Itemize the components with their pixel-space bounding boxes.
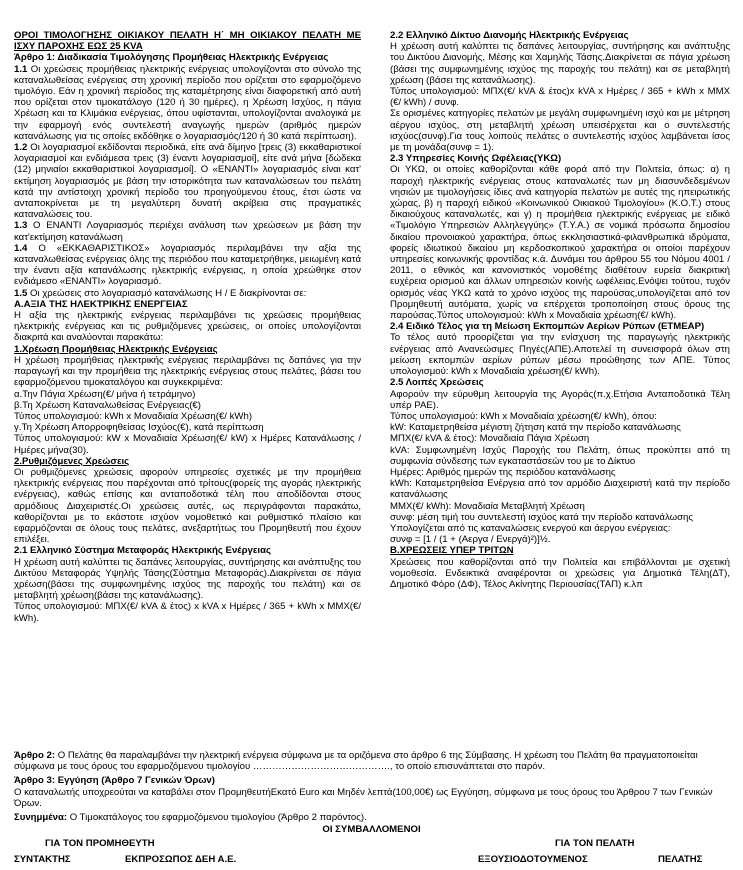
paragraph <box>14 433 361 455</box>
left-column <box>14 30 361 624</box>
article-2 <box>14 750 732 772</box>
paragraph <box>390 108 730 153</box>
article-3-heading: Άρθρο 3: Εγγύηση (Άρθρο 7 Γενικών Όρων) <box>14 775 215 786</box>
paragraph-text: Ο «ΕΚΚΑΘΑΡΙΣΤΙΚΟΣ» λογαριασμός περιλαμβάνει την αξία της καταναλωθείσας ενέργειας όλης της περιόδου που καταμετρήθηκε, μειωμένη κατά την έναντι αξία κατανάλωσης ηλεκτρικής ενέργειας, η οποία χρεώθηκε στον ενδιάμεσο «ΕΝΑΝΤΙ» λογαριασμό. <box>14 242 361 288</box>
author-label: ΣΥΝΤΑΚΤΗΣ <box>14 854 71 865</box>
paragraph-text: β.Τη Χρέωση Καταναλωθείσας Ενέργειας(€) <box>14 399 201 411</box>
paragraph <box>390 523 730 534</box>
authorized-label: ΕΞΟΥΣΙΟΔΟΤΟΥΜΕΝΟΣ <box>478 854 588 865</box>
paragraph-text: Α.ΑΞΙΑ ΤΗΣ ΗΛΕΚΤΡΙΚΗΣ ΕΝΕΡΓΕΙΑΣ <box>14 298 188 310</box>
clause-number: 1.4 <box>14 242 28 254</box>
paragraph <box>390 41 730 86</box>
paragraph <box>390 411 730 422</box>
section-heading <box>14 545 361 556</box>
paragraph-text: ΟΡΟΙ ΤΙΜΟΛΟΓΗΣΗΣ ΟΙΚΙΑΚΟΥ ΠΕΛΑΤΗ Η΄ ΜΗ ΟΙΚΙΑΚΟΥ ΠΕΛΑΤΗ ΜΕ ΙΣΧΥ ΠΑΡΟΧΗΣ ΕΩΣ 25 KVA <box>14 30 361 53</box>
paragraph-text: 2.5 Λοιπές Χρεώσεις <box>390 377 484 389</box>
paragraph-text: Τύπος υπολογισμού: kW x Μοναδιαία Χρέωση(€/ kW) x Ημέρες Κατανάλωσης / Ημέρες μήνα(30). <box>14 433 361 456</box>
paragraph-text: Οι χρεώσεις στο λογαριασμό κατανάλωσης Η / Ε διακρίνονται σε: <box>30 287 307 299</box>
section-heading <box>14 344 361 355</box>
paragraph <box>390 164 730 321</box>
clause-number: 1.5 <box>14 287 28 299</box>
paragraph <box>390 389 730 411</box>
paragraph-text: Οι ρυθμιζόμενες χρεώσεις αφορούν υπηρεσίες σχετικές με την προμήθεια ηλεκτρικής ενέργειας που παρέχονται από τρίτους(φορείς της αγοράς ηλεκτρικής ενέργειας), καθώς επίσης και ανταποδοτικά τέλη που αποδίδονται στους αρμόδιους Διαχειριστές.Οι χρεώσεις αυτές, ως περιγράφονται παρακάτω, καθορίζονται με το εκάστοτε ισχύον νομοθετικό και ρυθμιστικό πλαίσιο και εφαρμόζονται σε όλους τους πελάτες, ανεξαρτήτως του Προμηθευτή που έχουν επιλέξει. <box>14 466 361 546</box>
paragraph <box>14 64 361 142</box>
clause-number: 1.1 <box>14 63 28 75</box>
paragraph-text: Η αξία της ηλεκτρικής ενέργειας περιλαμβάνει τις χρεώσεις προμήθειας ηλεκτρικής ενέργειας και τις ρυθμιζόμενες χρεώσεις, οι οποίες υπολογίζονται διακριτά και αναλύονται παρακάτω: <box>14 310 361 344</box>
paragraph <box>14 557 361 602</box>
paragraph-text: ΜΜΧ(€/ kWh): Μοναδιαία Μεταβλητή Χρέωση <box>390 500 585 512</box>
paragraph-text: Αφορούν την εύρυθμη λειτουργία της Αγοράς(π.χ.Ετήσια Ανταποδοτικά Τέλη υπέρ ΡΑΕ). <box>390 388 730 411</box>
paragraph <box>14 400 361 411</box>
paragraph <box>14 220 361 242</box>
paragraph-text: Η χρέωση αυτή καλύπτει τις δαπάνες λειτουργίας, συντήρησης και ανάπτυξης του Δικτύου Διανομής, Μέσης και Χαμηλής Τάσης.Διακρίνεται σε πάγια χρέωση (βάσει της συμφωνημένης ισχύος της παροχής του πελάτη) και σε μεταβλητή χρέωση (βάσει της κατανάλωσης). <box>390 41 730 86</box>
paragraph-text: Ημέρες: Αριθμός ημερών της περιόδου κατανάλωσης <box>390 466 616 478</box>
paragraph-text: Τύπος υπολογισμού: kWh x Μοναδιαία χρέωση(€/ kWh), όπου: <box>390 410 657 422</box>
paragraph <box>390 445 730 467</box>
paragraph <box>14 389 361 400</box>
paragraph-text: Τύπος υπολογισμού: ΜΠΧ(€/ kVA & έτος)x kVA x Ημέρες / 365 + kWh x ΜΜΧ (€/ kWh) / συνφ. <box>390 86 730 109</box>
article-3-text: Ο καταναλωτής υποχρεούται να καταβάλει στον ΠρομηθευτήΕκατό Euro και Μηδέν λεπτά(100,00€) ως Εγγύηση, σύμφωνα με τους όρους του Άρθρου 7 των Γενικών Όρων. <box>14 787 713 810</box>
paragraph-text: Υπολογίζεται από τις καταναλώσεις ενεργού και άεργου ενέργειας: <box>390 522 671 534</box>
paragraph-text: 1.Χρέωση Προμήθειας Ηλεκτρικής Ενέργειας <box>14 343 218 355</box>
parties-heading: ΟΙ ΣΥΜΒΑΛΛΟΜΕΝΟΙ <box>322 824 421 835</box>
paragraph <box>14 467 361 545</box>
right-column <box>390 30 730 590</box>
paragraph-text: συνφ = [1 / (1 + (Αεργα / Ενεργά)²)]½. <box>390 534 551 546</box>
article-2-heading: Άρθρο 2: <box>14 750 56 761</box>
paragraph <box>390 332 730 377</box>
section-heading <box>14 299 361 310</box>
paragraph-text: Το τέλος αυτό προορίζεται για την ενίσχυση της παραγωγής ηλεκτρικής ενέργειας από Ανανεώσιμες Πηγές(ΑΠΕ).Αποτελεί τη συνεισφορά όλων στη μείωση εκπομπών αερίων ρύπων μέσω προώθησης των ΑΠΕ. Τύπος υπολογισμού: kWh x Μοναδιαία χρέωση(€/ kWh). <box>390 332 730 378</box>
paragraph <box>14 411 361 422</box>
paragraph-text: Η χρέωση προμήθειας ηλεκτρικής ενέργειας περιλαμβάνει τις δαπάνες για την παραγωγή και την προμήθεια της ηλεκτρικής ενέργειας στους πελάτες, βάσει του εφαρμοζόμενου τιμοκαταλόγου και συγκεκριμένα: <box>14 354 361 389</box>
attachments <box>14 812 732 823</box>
paragraph-text: Οι χρεώσεις προμήθειας ηλεκτρικής ενέργειας υπολογίζονται στο σύνολο της καταναλωθείσας ενέργειας στη χρονική περίοδο που ορίζεται στο εφαρμοζόμενο τιμολόγιο. Εάν η χρονική περίοδος της καταμέτρησης είναι διαφορετική από αυτή που ορίζεται στον τιμοκατάλογο (120 ή 30 ημέρες), η Χρέωση Ισχύος, η πάγια Χρέωση και τα Κλιμάκια ενέργειας, όπου υφίστανται, υπολογίζονται αναλογικά με την εφαρμογή ενός συντελεστή αναγωγής ημερών (αριθμός ημερών κατανάλωσης για τις οποίες εκδόθηκε ο λογαριασμός/120 ή 30 κατά περίπτωση). <box>14 63 361 142</box>
paragraph-text: ΜΠΧ(€/ kVA & έτος): Μοναδιαία Πάγια Χρέωση <box>390 433 590 445</box>
paragraph-text: α.Την Πάγια Χρέωση(€/ μήνα ή τετράμηνο) <box>14 388 196 400</box>
section-heading <box>390 30 730 41</box>
paragraph <box>390 557 730 591</box>
paragraph-text: 2.3 Υπηρεσίες Κοινής Ωφέλειας(ΥΚΩ) <box>390 153 562 165</box>
paragraph-text: kW: Καταμετρηθείσα μέγιστη ζήτηση κατά την περίοδο κατανάλωσης <box>390 422 681 434</box>
section-heading <box>390 545 730 556</box>
paragraph <box>390 433 730 444</box>
section-heading <box>390 153 730 164</box>
paragraph <box>14 288 361 299</box>
paragraph <box>390 501 730 512</box>
document-title <box>14 30 361 52</box>
attachments-text: Ο Τιμοκατάλογος του εφαρμοζόμενου τιμολογίου (Άρθρο 2 παρόντος). <box>69 812 367 823</box>
customer-label: ΠΕΛΑΤΗΣ <box>658 854 703 865</box>
paragraph-text: Άρθρο 1: Διαδικασία Τιμολόγησης Προμήθειας Ηλεκτρικής Ενέργειας <box>14 52 329 64</box>
paragraph-text: Ο ΕΝΑΝΤΙ Λογαριασμός περιέχει ανάλυση των χρεώσεων με βάση την κατ'εκτίμηση κατανάλωση <box>14 220 361 243</box>
section-heading <box>14 456 361 467</box>
clause-number: 1.3 <box>14 220 28 232</box>
paragraph-text: Τύπος υπολογισμού: ΜΠΧ(€/ kVA & έτος) x kVA x Ημέρες / 365 + kWh x ΜΜΧ(€/ kWh). <box>14 601 361 624</box>
paragraph <box>390 478 730 500</box>
paragraph-text: Η χρέωση αυτή καλύπτει τις δαπάνες λειτουργίας, συντήρησης και ανάπτυξης του Δικτύου Μεταφοράς Υψηλής Τάσης(Σύστημα Μεταφοράς).Διακρίνεται σε πάγια χρέωση(βάσει της συμφωνημένης ισχύος της παροχής του πελάτη) και σε μεταβλητή χρέωση(βάσει της κατανάλωσης). <box>14 556 361 602</box>
paragraph <box>14 355 361 389</box>
dei-representative-label: ΕΚΠΡΟΣΩΠΟΣ ΔΕΗ Α.Ε. <box>125 854 237 865</box>
paragraph <box>14 422 361 433</box>
paragraph-text: Β.ΧΡΕΩΣΕΙΣ ΥΠΕΡ ΤΡΙΤΩΝ <box>390 545 514 557</box>
paragraph-text: 2.2 Ελληνικό Δίκτυο Διανομής Ηλεκτρικής Ενέργειας <box>390 30 629 41</box>
for-supplier-label: ΓΙΑ ΤΟΝ ΠΡΟΜΗΘΕΥΤΗ <box>45 838 155 849</box>
paragraph <box>390 467 730 478</box>
paragraph-text: 2.4 Ειδικό Τέλος για τη Μείωση Εκπομπών Αερίων Ρύπων (ΕΤΜΕΑΡ) <box>390 321 705 333</box>
paragraph <box>390 86 730 108</box>
paragraph <box>14 601 361 623</box>
paragraph-text: 2.Ρυθμιζόμενες Χρεώσεις <box>14 455 130 467</box>
section-heading <box>14 52 361 63</box>
paragraph <box>390 422 730 433</box>
section-heading <box>390 377 730 388</box>
paragraph <box>14 310 361 344</box>
paragraph-text: Τύπος υπολογισμού: kWh x Μοναδιαία Χρέωση(€/ kWh) <box>14 410 253 422</box>
paragraph <box>14 142 361 220</box>
for-customer-label: ΓΙΑ ΤΟΝ ΠΕΛΑΤΗ <box>555 838 635 849</box>
paragraph-text: 2.1 Ελληνικό Σύστημα Μεταφοράς Ηλεκτρικής Ενέργειας <box>14 545 271 557</box>
paragraph-text: Σε ορισμένες κατηγορίες πελατών με μεγάλη συμφωνημένη ισχύ και με μέτρηση αέργου ισχύος, στη μεταβλητή χρέωση υπεισέρχεται και ο συντελεστής ισχύος(συνφ).Για τους λοιπούς πελάτες ο συντελεστής ισχύος λαμβάνεται ίσος με τη μονάδα(συνφ = 1). <box>390 108 730 154</box>
paragraph-text: συνφ: μέση τιμή του συντελεστή ισχύος κατά την περίοδο κατανάλωσης <box>390 511 694 523</box>
section-heading <box>390 321 730 332</box>
paragraph-text: γ.Τη Χρέωση Απορροφηθείσας Ισχύος(€), κατά περίπτωση <box>14 422 264 434</box>
clause-number: 1.2 <box>14 142 28 154</box>
paragraph <box>14 243 361 288</box>
paragraph-text: Οι ΥΚΩ, οι οποίες καθορίζονται κάθε φορά από την Πολιτεία, όπως: α) η παροχή ηλεκτρικής ενέργειας στους καταναλωτές των μη διασυνδεδεμένων νησιών με τιμολογήσεις ίδιες ανά κατηγορία πελατών με αυτές της ηπειρωτικής χώρας, β) η παροχή ειδικού «Κοινωνικού Οικιακού Τιμολογίου» (Κ.Ο.Τ.) στους δικαιούχους καταναλωτές, και γ) η προμήθεια ηλεκτρικής ενέργειας με ειδικό «Τιμολόγιο Υπηρεσιών Αλληλεγγύης» (Τ.Υ.Α.) σε νομικά πρόσωπα δημοσίου δικαίου προνοιακού χαρακτήρα, όπως εκκλησιαστικά-φιλανθρωπικά ιδρύματα, φορείς ιδιωτικού δικαίου μη κερδοσκοπικού χαρακτήρα οι οποίοι παρέχουν υπηρεσίες κοινωνικής φροντίδας κ.ά. Δυνάμει του άρθρου 55 του Νόμου 4001 / 2011, ο εθνικός και κανονιστικός νομοθέτης διαθέτουν ευρεία διακριτική ευχέρεια ορισμού και άλλων υπηρεσιών κοινής ωφέλειας.Ενόψει τούτου, τυχόν ορισμός νέας ΥΚΩ κατά το χρόνο ισχύος της παρούσας,υπολογίζεται από τον Προμηθευτή αυτόματα, χωρίς να επέρχεται τροποποίηση στους όρους της παρούσας.Τύπος υπολογισμού: kWh x Μοναδιαία χρέωση(€/ kWh). <box>390 164 730 322</box>
paragraph <box>390 534 730 545</box>
article-2-text: Ο Πελάτης θα παραλαμβάνει την ηλεκτρική ενέργεια σύμφωνα με τα οριζόμενα στο άρθρο 6 της Σύμβασης. Η χρέωση του Πελάτη θα πραγματοποιείται σύμφωνα με τους όρους του εφαρμοζόμενου τιμολογίου ……………………………………., το οποίο επισυνάπτεται στο παρόν. <box>14 750 698 773</box>
paragraph-text: Χρεώσεις που καθορίζονται από την Πολιτεία και επιβάλλονται με σχετική νομοθεσία. Ενδεικτικά αναφέρονται οι χρεώσεις για Δημοτικά Τέλη(ΔΤ), Δημοτικό Φόρο (ΔΦ), Τέλος Ακίνητης Περιουσίας(ΤΑΠ) κ.λπ <box>390 556 730 590</box>
paragraph-text: kVA: Συμφωνημένη Ισχύς Παροχής του Πελάτη, όπως προκύπτει από τη συμφωνία σύνδεσης των εγκαταστάσεών του με το Δίκτυο <box>390 444 730 467</box>
paragraph-text: Οι λογαριασμοί εκδίδονται περιοδικά, είτε ανά δίμηνο [τρεις (3) εκκαθαριστικοί λογαριασμοί και ενδιάμεσα τρεις (3) έναντι λογαριασμοί], είτε ανά μήνα [δώδεκα (12) μηνιαίοι εκκαθαριστικοί λογαριασμοί]. Ο «ΕΝΑΝΤΙ» λογαριασμός είναι κατ' εκτίμηση λογαριασμός με βάση την ιστορικότητα των καταναλώσεων του πελάτη κατά την αντίστοιχη χρονική περίοδο του προηγούμενου έτους, έτσι ώστε να ανταποκρίνεται με τη μεγαλύτερη δυνατή ακρίβεια στις πραγματικές καταναλώσεις του. <box>14 142 361 221</box>
paragraph <box>390 512 730 523</box>
attachments-heading: Συνημμένα: <box>14 812 68 823</box>
paragraph-text: kWh: Καταμετρηθείσα Ενέργεια από τον αρμόδιο Διαχειριστή κατά την περίοδο κατανάλωσης <box>390 478 730 501</box>
